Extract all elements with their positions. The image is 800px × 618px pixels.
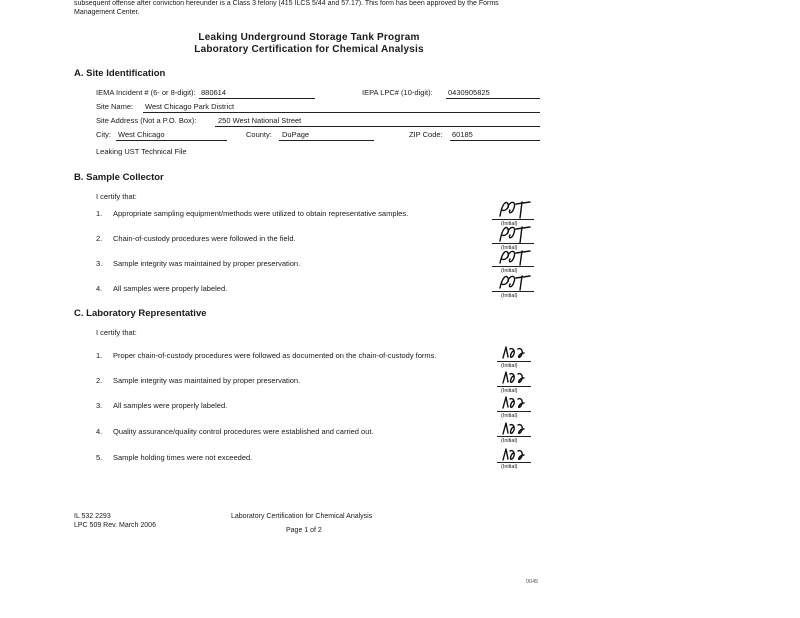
footer-form-revision: LPC 509 Rev. March 2006: [74, 522, 156, 529]
section-b-item-4-initial-line: [492, 291, 534, 292]
section-b-item-2-initial-line: [492, 243, 534, 244]
county-label: County:: [246, 130, 272, 139]
section-b-item-4-text: All samples were properly labeled.: [113, 284, 228, 293]
section-c-item-1-initial-label: (Initial): [501, 363, 518, 369]
section-c-item-3-text: All samples were properly labeled.: [113, 401, 228, 410]
section-b-item-3-number: 3.: [96, 259, 103, 268]
form-title-program: Leaking Underground Storage Tank Program: [198, 32, 420, 43]
incident-label: IEMA Incident # (6- or 8-digit):: [96, 88, 196, 97]
section-b-item-1-text: Appropriate sampling equipment/methods were utilized to obtain representative samples.: [113, 209, 409, 218]
section-a-heading: A. Site Identification: [74, 68, 166, 79]
incident-underline: [199, 98, 315, 99]
lpc-underline: [446, 98, 540, 99]
technical-file-label: Leaking UST Technical File: [96, 147, 187, 156]
section-b-item-2-initial-label: (Initial): [501, 245, 518, 251]
section-c-item-1-initial-signature: [500, 345, 530, 361]
section-b-item-1-number: 1.: [96, 209, 103, 218]
section-c-item-2-number: 2.: [96, 376, 103, 385]
city-underline: [116, 140, 227, 141]
section-c-item-3-number: 3.: [96, 401, 103, 410]
section-c-item-5-initial-label: (Initial): [501, 464, 518, 470]
section-b-item-4-initial-signature: [496, 272, 534, 292]
section-b-item-2-text: Chain-of-custody procedures were followed in the field.: [113, 234, 296, 243]
footer-bates-stamp: 0045: [526, 579, 539, 585]
city-value: West Chicago: [118, 130, 165, 139]
site-name-underline: [143, 112, 540, 113]
section-b-item-3-initial-label: (Initial): [501, 268, 518, 274]
section-c-heading: C. Laboratory Representative: [74, 308, 207, 319]
section-c-item-1-initial-line: [497, 361, 531, 362]
section-c-item-5-text: Sample holding times were not exceeded.: [113, 453, 253, 462]
section-b-item-3-initial-signature: [496, 247, 534, 267]
zip-underline: [450, 140, 540, 141]
footer-form-code: IL 532 2293: [74, 513, 111, 520]
header-legal-note: subsequent offense after conviction hereunder is a Class 3 felony (415 ILCS 5/44 and 57.17). This form has been approved by the Forms: [74, 0, 499, 7]
site-address-label: Site Address (Not a P.O. Box):: [96, 116, 197, 125]
section-c-item-1-text: Proper chain-of-custody procedures were followed as documented on the chain-of-custody forms.: [113, 351, 437, 360]
section-b-item-4-initial-label: (Initial): [501, 293, 518, 299]
zip-label: ZIP Code:: [409, 130, 443, 139]
zip-value: 60185: [452, 130, 473, 139]
lpc-label: IEPA LPC# (10-digit):: [362, 88, 433, 97]
section-c-item-4-number: 4.: [96, 427, 103, 436]
section-c-item-3-initial-signature: [500, 395, 530, 411]
section-b-item-2-initial-signature: [496, 223, 534, 245]
form-title-certification: Laboratory Certification for Chemical Analysis: [194, 44, 424, 55]
section-b-item-4-number: 4.: [96, 284, 103, 293]
site-address-underline: [215, 126, 540, 127]
footer-page-number: Page 1 of 2: [286, 527, 322, 534]
section-c-item-4-initial-line: [497, 436, 531, 437]
section-c-item-5-initial-signature: [500, 447, 530, 463]
lpc-value: 0430905825: [448, 88, 490, 97]
section-b-heading: B. Sample Collector: [74, 172, 164, 183]
header-legal-note-line2: Management Center.: [74, 9, 140, 16]
section-c-item-2-text: Sample integrity was maintained by proper preservation.: [113, 376, 301, 385]
section-b-item-1-initial-label: (Initial): [501, 221, 518, 227]
incident-value: 880614: [201, 88, 227, 97]
city-label: City:: [96, 130, 111, 139]
section-c-item-4-initial-signature: [500, 421, 530, 437]
section-c-item-4-initial-label: (Initial): [501, 438, 518, 444]
section-b-item-1-initial-signature: [496, 198, 534, 220]
section-b-intro: I certify that:: [96, 192, 137, 201]
section-b-item-1-initial-line: [492, 219, 534, 220]
county-value: DuPage: [282, 130, 310, 139]
section-c-item-3-initial-label: (Initial): [501, 413, 518, 419]
site-name-label: Site Name:: [96, 102, 134, 111]
section-c-item-2-initial-label: (Initial): [501, 388, 518, 394]
site-address-value: 250 West National Street: [218, 116, 302, 125]
site-name-value: West Chicago Park District: [145, 102, 235, 111]
section-b-item-2-number: 2.: [96, 234, 103, 243]
section-c-item-1-number: 1.: [96, 351, 103, 360]
section-c-item-3-initial-line: [497, 411, 531, 412]
section-c-intro: I certify that:: [96, 328, 137, 337]
section-b-item-3-initial-line: [492, 266, 534, 267]
footer-form-title: Laboratory Certification for Chemical Analysis: [231, 513, 373, 520]
county-underline: [279, 140, 374, 141]
section-b-item-3-text: Sample integrity was maintained by proper preservation.: [113, 259, 301, 268]
section-c-item-2-initial-line: [497, 386, 531, 387]
section-c-item-4-text: Quality assurance/quality control procedures were established and carried out.: [113, 427, 374, 436]
section-c-item-2-initial-signature: [500, 370, 530, 386]
section-c-item-5-initial-line: [497, 462, 531, 463]
section-c-item-5-number: 5.: [96, 453, 103, 462]
